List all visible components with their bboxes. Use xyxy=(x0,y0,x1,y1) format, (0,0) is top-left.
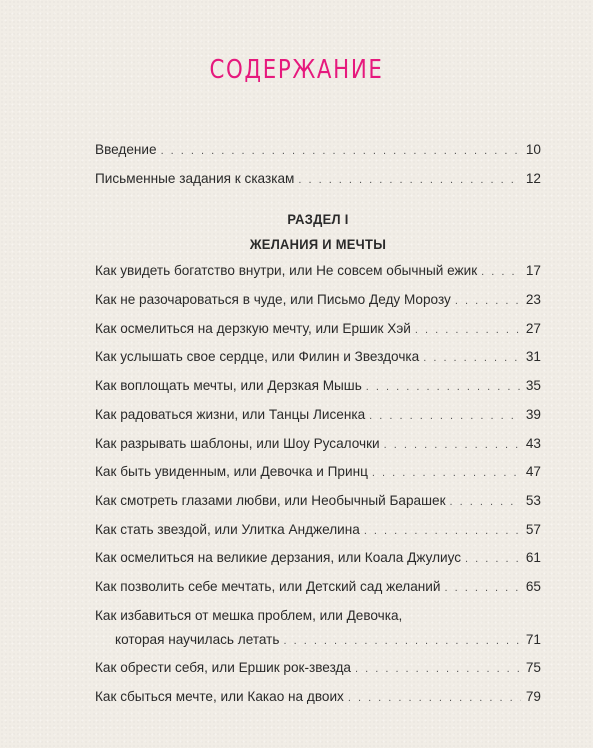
toc-entry-page: 39 xyxy=(525,406,541,422)
toc-entry-line xyxy=(95,632,541,661)
toc-entry-label-continued: которая научилась летать xyxy=(115,631,280,647)
toc-entry-label: Как осмелиться на дерзкую мечту, или Ершик Хэй xyxy=(95,320,411,336)
toc-entry-page: 53 xyxy=(525,492,541,508)
toc-entry-line xyxy=(95,608,541,632)
toc-entry-label: Как избавиться от мешка проблем, или Девочка, xyxy=(95,607,403,623)
toc-entry[interactable] xyxy=(95,292,541,321)
toc-entry-label: Как осмелиться на великие дерзания, или Коала Джулиус xyxy=(95,550,462,566)
toc-entry-page: 57 xyxy=(525,521,541,537)
section-heading xyxy=(95,207,541,257)
toc-entry-label: Как услышать свое сердце, или Филин и Звездочка xyxy=(95,349,420,365)
toc-entry-page: 79 xyxy=(525,689,541,704)
toc-entry[interactable] xyxy=(95,349,541,378)
toc-entry[interactable] xyxy=(95,522,541,551)
toc-entry-label: Как обрести себя, или Ершик рок-звезда xyxy=(95,660,351,676)
toc-entry-page: 23 xyxy=(525,292,541,308)
toc-entry-label: Как сбыться мечте, или Какао на двоих xyxy=(95,689,344,704)
toc-entry-multiline[interactable] xyxy=(95,608,541,661)
dot-leader xyxy=(298,174,521,186)
table-of-contents xyxy=(95,142,541,718)
toc-entry-page: 43 xyxy=(525,435,541,451)
toc-entry-label: Письменные задания к сказкам xyxy=(95,170,295,186)
toc-entry-label: Как стать звездой, или Улитка Анджелина xyxy=(95,521,360,537)
dot-leader xyxy=(384,439,521,451)
toc-entry-page: 71 xyxy=(525,631,541,647)
toc-entry-page: 27 xyxy=(525,320,541,336)
toc-entry-label: Как позволить себе мечтать, или Детский сад желаний xyxy=(95,578,441,594)
toc-entry-page: 75 xyxy=(525,660,541,676)
toc-entry-label: Как разрывать шаблоны, или Шоу Русалочки xyxy=(95,435,380,451)
toc-entry[interactable] xyxy=(95,436,541,465)
section-number: РАЗДЕЛ I xyxy=(287,212,349,228)
dot-leader xyxy=(366,381,521,393)
dot-leader xyxy=(423,352,521,364)
dot-leader xyxy=(450,496,521,508)
toc-entry-label: Как увидеть богатство внутри, или Не совсем обычный ежик xyxy=(95,263,478,279)
toc-entry-label: Введение xyxy=(95,142,157,157)
toc-entry-page: 65 xyxy=(525,578,541,594)
dot-leader xyxy=(364,525,521,537)
toc-entry-label: Как смотреть глазами любви, или Необычный Барашек xyxy=(95,492,446,508)
dot-leader xyxy=(348,692,521,704)
toc-entry-page: 17 xyxy=(525,263,541,279)
toc-entry[interactable] xyxy=(95,263,541,292)
dot-leader xyxy=(445,582,522,594)
toc-entry[interactable] xyxy=(95,378,541,407)
dot-leader xyxy=(283,635,521,647)
toc-entry-page: 12 xyxy=(525,170,541,186)
toc-entry-page: 61 xyxy=(525,550,541,566)
toc-entry-label: Как воплощать мечты, или Дерзкая Мышь xyxy=(95,378,362,394)
toc-entry[interactable] xyxy=(95,493,541,522)
dot-leader xyxy=(369,410,521,422)
toc-entry-page: 35 xyxy=(525,378,541,394)
toc-entry[interactable] xyxy=(95,579,541,608)
toc-entry[interactable] xyxy=(95,464,541,493)
dot-leader xyxy=(415,324,521,336)
contents-heading: СОДЕРЖАНИЕ xyxy=(209,55,384,85)
toc-entry[interactable] xyxy=(95,689,541,718)
toc-entry-written-tasks[interactable] xyxy=(95,171,541,200)
toc-entry[interactable] xyxy=(95,321,541,350)
dot-leader xyxy=(465,553,521,565)
section-title: ЖЕЛАНИЯ И МЕЧТЫ xyxy=(249,237,387,253)
toc-entry[interactable] xyxy=(95,407,541,436)
dot-leader xyxy=(161,145,521,157)
dot-leader xyxy=(355,663,521,675)
dot-leader xyxy=(455,295,521,307)
dot-leader xyxy=(481,266,521,278)
toc-entry-label: Как радоваться жизни, или Танцы Лисенка xyxy=(95,406,366,422)
toc-entry-page: 47 xyxy=(525,464,541,480)
toc-entry[interactable] xyxy=(95,660,541,689)
toc-entry-page: 10 xyxy=(525,142,541,157)
toc-entry-page: 31 xyxy=(525,349,541,365)
dot-leader xyxy=(372,467,521,479)
toc-entry-label: Как не разочароваться в чуде, или Письмо Деду Морозу xyxy=(95,292,451,308)
toc-entry[interactable] xyxy=(95,550,541,579)
toc-entry-label: Как быть увиденным, или Девочка и Принц xyxy=(95,464,368,480)
toc-entry-introduction[interactable] xyxy=(95,142,541,171)
